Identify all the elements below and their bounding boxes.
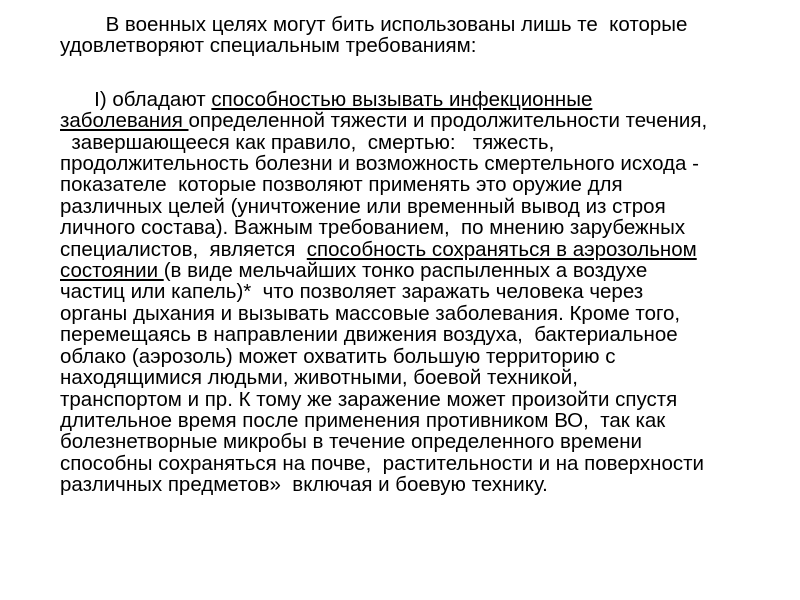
paragraph-line: продолжительность болезни и возможность смертельного исхода - <box>60 152 699 176</box>
paragraph-line: частиц или капель)* что позволяет заражать человека через <box>60 280 644 304</box>
list-marker-text: I) обладают <box>60 87 212 111</box>
intro-line: удовлетворяют специальным требованиям: <box>60 34 477 58</box>
paragraph-line: различных предметов» включая и боевую технику. <box>60 473 548 497</box>
paragraph-text: (в виде мельчайших тонко распыленных а воздухе <box>163 259 648 283</box>
paragraph-gap <box>60 57 780 89</box>
paragraph-line: перемещаясь в направлении движения воздуха, бактериальное <box>60 323 678 347</box>
paragraph-line: болезнетворные микробы в течение определенного времени <box>60 430 642 454</box>
paragraph-line: показателе которые позволяют применять это оружие для <box>60 173 623 197</box>
paragraph-line: органы дыхания и вызывать массовые заболевания. Кроме того, <box>60 301 681 325</box>
paragraph-text: определенной тяжести и продолжительности течения, <box>188 109 708 133</box>
underlined-phrase: способностью вызывать инфекционные <box>211 87 593 111</box>
intro-line: В военных целях могут бить использованы лишь те которые <box>60 13 688 36</box>
paragraph-line: личного состава). Важным требованием, по мнению зарубежных <box>60 216 686 240</box>
underlined-phrase: состоянии <box>60 259 164 283</box>
underlined-phrase: заболевания <box>60 109 189 133</box>
paragraph-line: находящимися людьми, животными, боевой техникой, <box>60 366 578 390</box>
paragraph-line: облако (аэрозоль) может охватить большую территорию с <box>60 344 616 368</box>
paragraph-line <box>60 239 780 260</box>
paragraph-line <box>60 89 780 110</box>
paragraph-line <box>60 260 780 281</box>
text-block <box>60 14 780 496</box>
paragraph-line: различных целей (уничтожение или временный вывод из строя <box>60 194 666 218</box>
paragraph-line: транспортом и пр. К тому же заражение может произойти спустя <box>60 387 678 411</box>
underlined-phrase: способность сохраняться в аэрозольном <box>306 237 697 261</box>
paragraph-text: специалистов, является <box>60 237 307 261</box>
paragraph-line: завершающееся как правило, смертью: тяжесть, <box>60 130 555 154</box>
paragraph-line: способны сохраняться на почве, растительности и на поверхности <box>60 451 704 475</box>
paragraph-line <box>60 110 780 131</box>
paragraph-line: длительное время после применения противником ВО, так как <box>60 408 666 432</box>
